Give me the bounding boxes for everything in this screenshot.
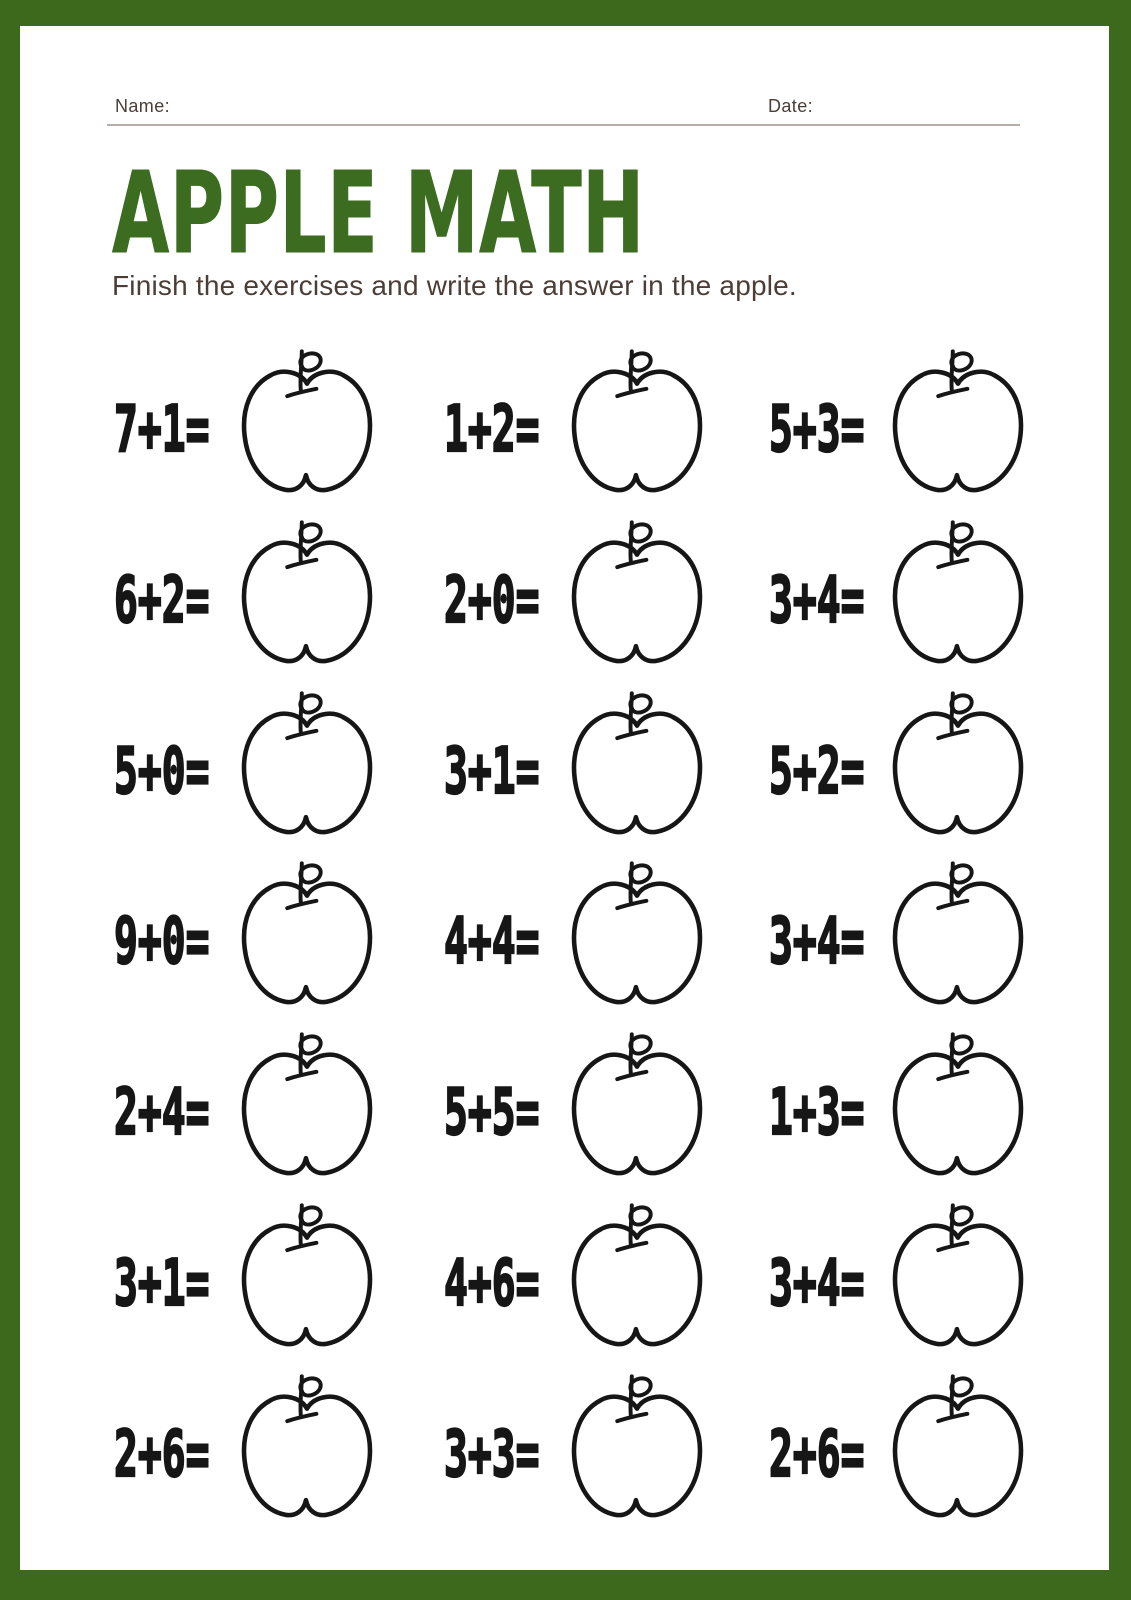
problem-cell [444, 683, 754, 841]
problem-cell [444, 512, 754, 670]
problem-cell [769, 512, 1079, 670]
problem-text: 6+2= [114, 564, 210, 638]
apple-outline-icon [885, 1195, 1031, 1351]
problem-text: 2+6= [114, 1418, 210, 1492]
apple-outline-icon [234, 512, 380, 668]
apple-outline-icon [234, 853, 380, 1009]
apple-outline-icon [234, 341, 380, 497]
problem-cell [114, 683, 424, 841]
problem-cell [444, 1195, 754, 1353]
problem-text: 1+3= [769, 1076, 865, 1150]
problem-cell [769, 1195, 1079, 1353]
apple-outline-icon [564, 853, 710, 1009]
apple-outline-icon [234, 1024, 380, 1180]
apple-outline-icon [885, 512, 1031, 668]
problem-cell [769, 1366, 1079, 1524]
problem-text: 5+5= [444, 1076, 540, 1150]
problem-cell [444, 1366, 754, 1524]
problem-cell [769, 853, 1079, 1011]
name-label: Name: [115, 96, 171, 116]
apple-outline-icon [564, 512, 710, 668]
apple-outline-icon [885, 853, 1031, 1009]
problem-text: 1+2= [444, 393, 540, 467]
problem-text: 9+0= [114, 905, 210, 979]
problem-text: 2+0= [444, 564, 540, 638]
problem-text: 3+1= [444, 735, 540, 809]
apple-outline-icon [564, 683, 710, 839]
apple-outline-icon [564, 341, 710, 497]
problem-text: 4+4= [444, 905, 540, 979]
problem-cell [444, 341, 754, 499]
problem-text: 2+6= [769, 1418, 865, 1492]
problem-text: 4+6= [444, 1247, 540, 1321]
problem-text: 5+3= [769, 393, 865, 467]
problem-cell [114, 341, 424, 499]
apple-outline-icon [885, 683, 1031, 839]
problem-text: 5+2= [769, 735, 865, 809]
problem-cell [444, 853, 754, 1011]
apple-outline-icon [234, 1195, 380, 1351]
problem-text: 3+4= [769, 1247, 865, 1321]
problem-cell [114, 853, 424, 1011]
date-label: Date: [768, 96, 814, 116]
problem-text: 5+0= [114, 735, 210, 809]
problem-text: 3+3= [444, 1418, 540, 1492]
instructions-text: Finish the exercises and write the answer in the apple. [112, 270, 797, 301]
apple-outline-icon [564, 1024, 710, 1180]
page-title: APPLE MATH [112, 149, 645, 279]
problem-text: 3+4= [769, 564, 865, 638]
problem-cell [114, 1195, 424, 1353]
problem-cell [114, 1366, 424, 1524]
apple-outline-icon [564, 1366, 710, 1522]
problem-text: 2+4= [114, 1076, 210, 1150]
problem-cell [114, 1024, 424, 1182]
problem-cell [769, 1024, 1079, 1182]
problem-text: 7+1= [114, 393, 210, 467]
apple-outline-icon [234, 1366, 380, 1522]
problem-cell [769, 341, 1079, 499]
problem-text: 3+4= [769, 905, 865, 979]
problem-cell [114, 512, 424, 670]
apple-outline-icon [885, 1366, 1031, 1522]
apple-outline-icon [885, 341, 1031, 497]
problem-text: 3+1= [114, 1247, 210, 1321]
apple-outline-icon [885, 1024, 1031, 1180]
problem-cell [769, 683, 1079, 841]
problem-cell [444, 1024, 754, 1182]
apple-outline-icon [234, 683, 380, 839]
apple-outline-icon [564, 1195, 710, 1351]
